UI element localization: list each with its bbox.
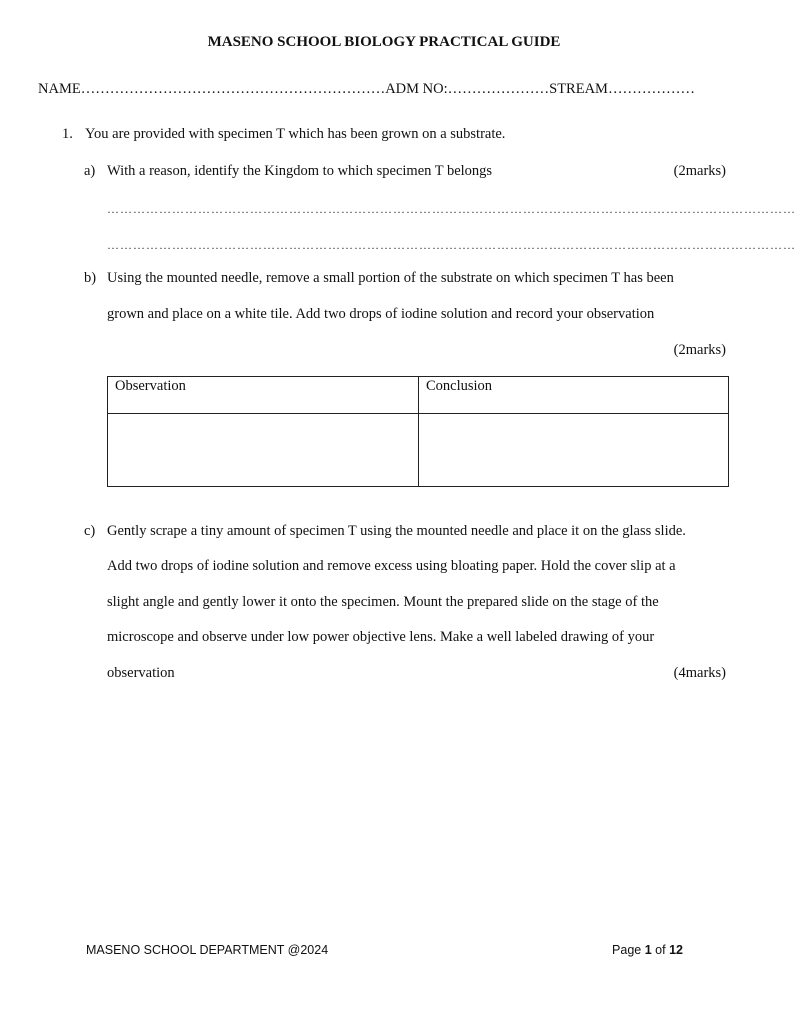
conclusion-header: Conclusion [419,377,729,414]
observation-cell[interactable] [108,414,419,487]
table-row [108,414,729,487]
part-c-label: c) [84,523,96,539]
question-number: 1. [62,126,73,142]
part-c-line-1: Gently scrape a tiny amount of specimen T using the mounted needle and place it on the glass slide. [107,523,686,539]
table-header-row [108,377,729,414]
part-a-text: With a reason, identify the Kingdom to which specimen T belongs [107,163,493,179]
observation-header: Observation [108,377,419,414]
part-a-marks: (2marks) [673,163,726,179]
observation-table [107,376,729,487]
part-c-line-5: observation [107,665,175,681]
part-c-line-3: slight angle and gently lower it onto the specimen. Mount the prepared slide on the stage of the [107,594,659,610]
part-c-marks: (4marks) [673,665,726,681]
part-c-line-2: Add two drops of iodine solution and remove excess using bloating paper. Hold the cover slip at a [107,558,676,574]
answer-line-2: …………………………………………………………………………………………………………………………………………… [107,238,796,252]
part-b-line-1: Using the mounted needle, remove a small portion of the substrate on which specimen T has been [107,270,674,286]
part-a-label: a) [84,163,96,179]
page-of: of [655,943,666,957]
student-details-line: NAME………………………………………………………ADM NO:…………………STREAM……………… [38,81,695,97]
answer-line-1: …………………………………………………………………………………………………………………………………………… [107,202,796,216]
page-title: MASENO SCHOOL BIOLOGY PRACTICAL GUIDE [207,34,561,50]
part-c-line-4: microscope and observe under low power objective lens. Make a well labeled drawing of your [107,629,655,645]
footer-page-number [612,943,683,957]
part-b-line-2: grown and place on a white tile. Add two drops of iodine solution and record your observation [107,306,655,322]
page-total: 12 [669,943,683,957]
question-intro: You are provided with specimen T which has been grown on a substrate. [85,126,506,142]
part-b-marks: (2marks) [673,342,726,358]
part-b-label: b) [84,270,97,286]
page-word: Page [612,943,642,957]
conclusion-cell[interactable] [419,414,729,487]
footer-department: MASENO SCHOOL DEPARTMENT @2024 [86,943,329,957]
page-current: 1 [644,943,652,957]
